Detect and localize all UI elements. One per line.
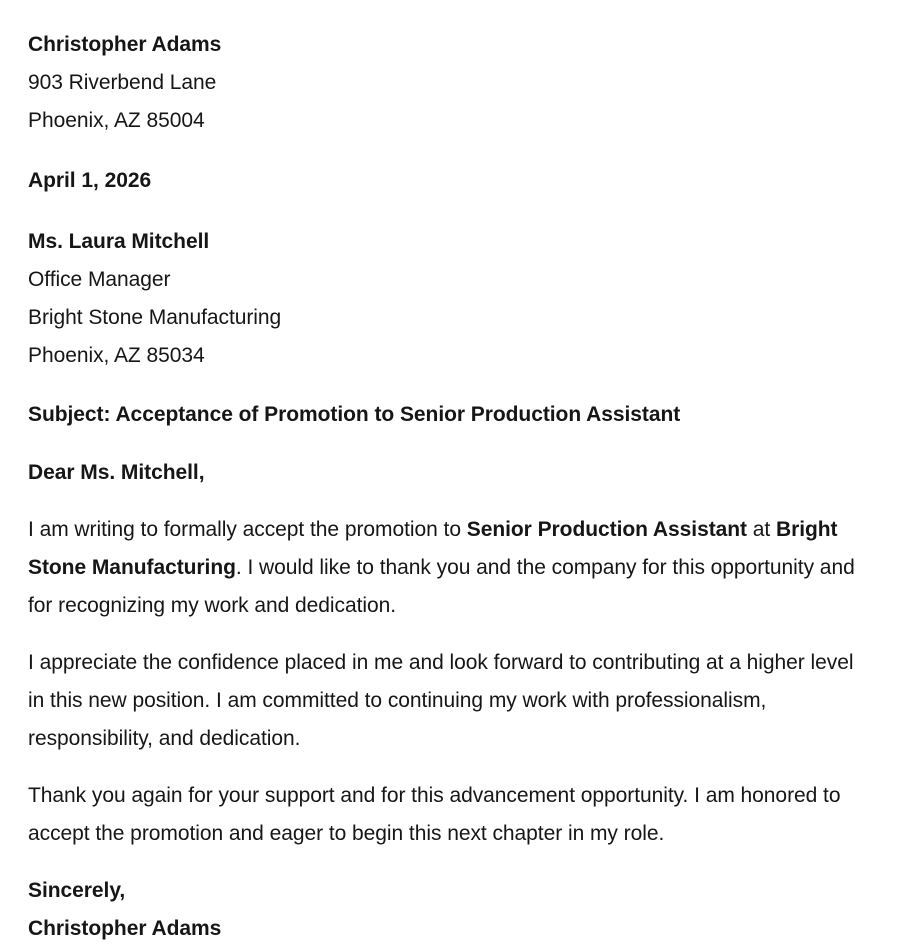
- salutation: Dear Ms. Mitchell,: [28, 461, 205, 484]
- recipient-city-state-zip: Phoenix, AZ 85034: [28, 344, 205, 367]
- letter-date: April 1, 2026: [28, 169, 152, 192]
- paragraph-1-text: [28, 511, 866, 625]
- paragraph-1-bold-role: Senior Production Assistant: [466, 518, 747, 541]
- closing-block: [28, 872, 866, 948]
- subject-line: Subject: Acceptance of Promotion to Senior Production Assistant: [28, 403, 681, 426]
- signature-name: Christopher Adams: [28, 917, 222, 940]
- salutation-block: [28, 454, 866, 492]
- letter-date-block: [28, 162, 866, 200]
- recipient-address-block: [28, 223, 866, 375]
- paragraph-1-segment-3: . I would like to thank you and the company for this opportunity and for recognizing my work and dedication.: [28, 556, 855, 617]
- sender-street: 903 Riverbend Lane: [28, 71, 217, 94]
- subject-block: [28, 396, 866, 434]
- recipient-company: Bright Stone Manufacturing: [28, 306, 282, 329]
- paragraph-1-bold-company: Bright Stone Manufacturing: [28, 518, 838, 579]
- paragraph-1-segment-2: at: [747, 518, 776, 541]
- body-paragraph-3: [28, 777, 866, 853]
- paragraph-3-text: Thank you again for your support and for this advancement opportunity. I am honored to accept the promotion and eager to begin this next chapter in my role.: [28, 784, 841, 845]
- valediction: Sincerely,: [28, 879, 126, 902]
- recipient-title: Office Manager: [28, 268, 171, 291]
- body-paragraph-1: [28, 511, 866, 625]
- paragraph-1-segment-1: I am writing to formally accept the promotion to: [28, 518, 467, 541]
- sender-name: Christopher Adams: [28, 33, 222, 56]
- sender-address-block: [28, 26, 866, 140]
- sender-city-state-zip: Phoenix, AZ 85004: [28, 109, 205, 132]
- recipient-name: Ms. Laura Mitchell: [28, 230, 210, 253]
- body-paragraph-2: [28, 644, 866, 758]
- paragraph-2-text: I appreciate the confidence placed in me and look forward to contributing at a higher level in this new position. I am committed to continuing my work with professionalism, responsibility, and dedication.: [28, 651, 854, 750]
